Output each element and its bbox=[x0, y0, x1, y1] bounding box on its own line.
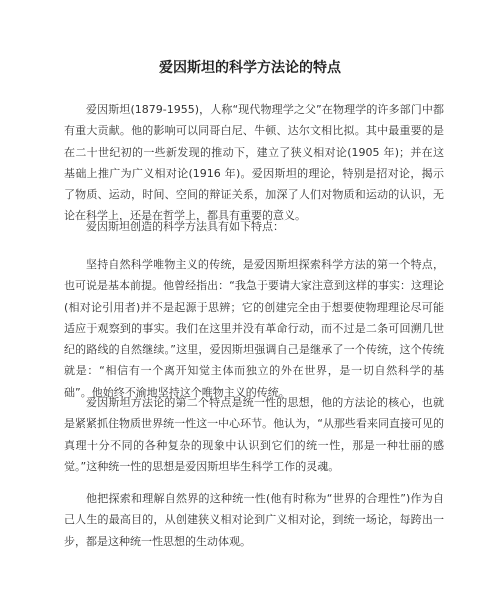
paragraph-unity-pursuit: 他把探索和理解自然界的这种统一性(他有时称为“世界的合理性”)作为自己人生的最高目的，从创建狭义相对论到广义相对论，到统一场论，每跨出一步，都是这种统一性思想的生动体观。 bbox=[64, 492, 444, 548]
document-title: 爱因斯坦的科学方法论的特点 bbox=[159, 60, 341, 76]
paragraph-intro: 爱因斯坦(1879-1955)，人称“现代物理学之父”在物理学的许多部门中都有重大贡献。他的影响可以同哥白尼、牛顿、达尔文相比拟。其中最重要的是在二十世纪初的一些新发现的推动下，建立了狭义相对论(1905 年)；并在这基础上推广为广义相对论(1916 年)。爱因斯坦的理论，特别是招对论，揭示了物质、运动，时间、空间的辩证关系，加深了人们对物质和运动的认识，无论在科学上，还是在哲学上，都具有重要的意义。 bbox=[64, 103, 444, 223]
paragraph-second-feature: 爱因斯坦方法论的第二个特点是统一性的思想，他的方法论的核心，也就是紧紧抓住物质世界统一性这一中心环节。他认为，“从那些看来同直接可见的真理十分不同的各种复杂的现象中认识到它们的统一性，那是一种壮丽的感觉。”这种统一性的思想是爱因斯坦毕生科学工作的灵魂。 bbox=[64, 396, 444, 473]
paragraph-first-feature: 坚持自然科学唯物主义的传统，是爱因斯坦探索科学方法的第一个特点，也可说是基本前提。他曾经指出：“我急于要请大家注意到这样的事实：这理论(相对论引用者)并不是起源于思辨；它的创建完全由于想要使物理理论尽可能适应于观察到的事实。我们在这里并没有革命行动，而不过是二条可回溯几世纪的路线的自然继续。”这里，爱因斯坦强调自己是继承了一个传统，这个传统就是：“相信有一个离开知觉主体而独立的外在世界，是一切自然科学的基础”。他始终不渝地坚持这个唯物主义的传统。 bbox=[64, 258, 444, 399]
paragraph-method-overview: 爱因斯坦创造的科学方法具有如下特点： bbox=[86, 220, 284, 233]
